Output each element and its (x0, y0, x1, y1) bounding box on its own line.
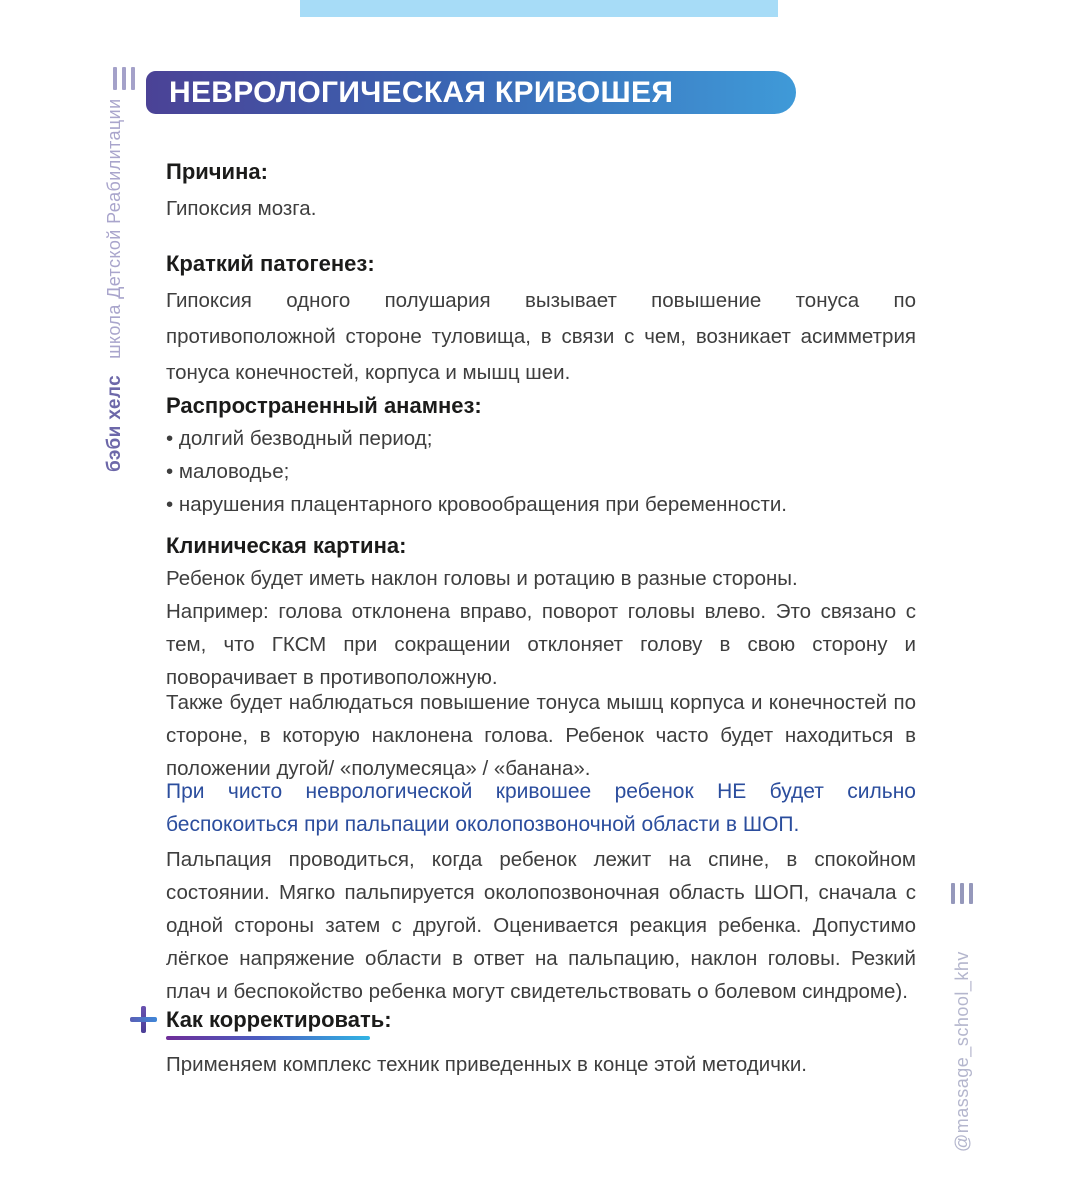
left-sidebar-vertical-text (104, 98, 126, 472)
clinical-highlight-text: При чисто неврологической кривошее ребенок НЕ будет сильно беспокоиться при пальпации околопозвоночной области в ШОП. (166, 780, 916, 836)
clinical-heading: Клиническая картина: (166, 533, 407, 558)
correction-underline (166, 1036, 370, 1040)
list-item: • долгий безводный период; (166, 427, 433, 450)
section-title-banner (146, 71, 796, 114)
right-bars-icon (951, 883, 973, 904)
anamnesis-heading: Распространенный анамнез: (166, 393, 482, 418)
clinical-example-text: Например: голова отклонена вправо, поворот головы влево. Это связано с тем, что ГКСМ при сокращении отклоняет голову в свою сторону и поворачивает в противоположную. (166, 600, 916, 689)
palpation-text: Пальпация проводиться, когда ребенок лежит на спине, в спокойном состоянии. Мягко пальпируется околопозвоночная область ШОП, сначала с одной стороны затем с другой. Оценивается реакция ребенка. Допустимо лёгкое напряжение области в ответ на пальпацию, наклон головы. Резкий плач и беспокойство ребенка могут свидетельствовать о болевом синдроме). (166, 848, 916, 1003)
page-title: НЕВРОЛОГИЧЕСКАЯ КРИВОШЕЯ (169, 75, 674, 109)
top-accent-bar (300, 0, 778, 17)
school-name-label: школа Детской Реабилитации (104, 98, 124, 359)
correction-text: Применяем комплекс техник приведенных в конце этой методички. (166, 1053, 808, 1076)
instagram-handle: @massage_school_khv (952, 951, 972, 1152)
pathogenesis-text: Гипоксия одного полушария вызывает повышение тонуса по противоположной стороне туловища, в связи с чем, возникает асимметрия тонуса конечностей, корпуса и мышц шеи. (166, 289, 916, 384)
clinical-text-1 (166, 562, 916, 694)
clinical-line-1: Ребенок будет иметь наклон головы и ротацию в разные стороны. (166, 567, 798, 590)
brand-name-label: бэби хелс (104, 374, 125, 472)
cause-heading: Причина: (166, 159, 268, 184)
list-item: • маловодье; (166, 460, 290, 483)
correction-heading: Как корректировать: (166, 1007, 392, 1032)
list-item: • нарушения плацентарного кровообращения при беременности. (166, 493, 788, 516)
clinical-text-2: Также будет наблюдаться повышение тонуса мышц корпуса и конечностей по стороне, в которую наклонена голова. Ребенок часто будет находиться в положении дугой/ «полумесяца» / «банана». (166, 691, 916, 780)
left-bars-icon (113, 67, 135, 90)
anamnesis-list (166, 422, 916, 521)
cause-text: Гипоксия мозга. (166, 197, 317, 220)
plus-icon (130, 1006, 157, 1033)
pathogenesis-heading: Краткий патогенез: (166, 251, 375, 276)
